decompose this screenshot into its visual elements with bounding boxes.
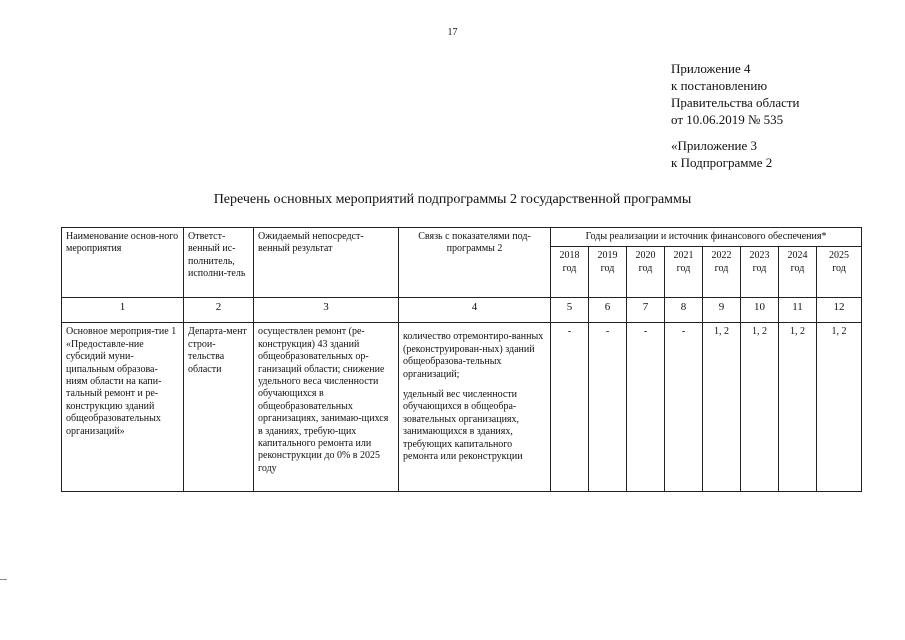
responsible-cell: Департа-мент строи-тельства области [184,323,254,492]
header-indicator-link: Связь с показателями под-программы 2 [399,228,551,298]
header-expected-result: Ожидаемый непосредст-венный результат [254,228,399,298]
year-label: 2018 [559,250,580,262]
column-number-cell: 9 [703,298,741,323]
year-header-cell [703,247,741,298]
source-cell: - [665,323,703,492]
source-cell: 1, 2 [703,323,741,492]
column-number-cell: 12 [817,298,862,323]
indicators-cell [399,323,551,492]
year-header-cell [779,247,817,298]
year-label: 2021 [673,250,694,262]
source-cell: - [627,323,665,492]
table-row [62,323,862,492]
appendix-line: Приложение 4 [671,61,751,76]
column-number-cell: 10 [741,298,779,323]
year-label: 2025 [829,250,850,262]
year-header-cell [589,247,627,298]
year-unit-label: год [832,262,846,274]
page-number: 17 [447,27,458,38]
year-unit-label: год [790,262,805,274]
year-header-cell [627,247,665,298]
year-unit-label: год [638,262,653,274]
year-unit-label: год [562,262,577,274]
year-label: 2023 [749,250,770,262]
year-header-cell [551,247,589,298]
sub-appendix-line: к Подпрограмме 2 [671,155,773,170]
appendix-spacer [671,128,800,137]
column-number-cell: 6 [589,298,627,323]
year-header-cell [741,247,779,298]
year-label: 2022 [711,250,732,262]
source-cell: - [589,323,627,492]
year-header-cell [817,247,862,298]
year-header-cell [665,247,703,298]
expected-result-cell: осуществлен ремонт (ре-конструкция) 43 зданий общеобразовательных ор-ганизаций области; снижение удельного веса численности обучающихся в общеобразовательных организациях, занимаю-щихся в зданиях, требую-щих капитального ремонта или реконструкции до 0% в 2025 году [254,323,399,492]
column-number-cell: 7 [627,298,665,323]
year-label: 2024 [787,250,808,262]
year-label: 2019 [597,250,618,262]
indicator-text: удельный вес численности обучающихся в общеобра-зовательных организациях, занимающихся в зданиях, требующих капитального ремонта или реконструкции [403,389,523,463]
appendix-line: от 10.06.2019 № 535 [671,112,784,127]
year-unit-label: год [600,262,615,274]
source-cell: 1, 2 [741,323,779,492]
header-name: Наименование основ-ного мероприятия [62,228,184,298]
header-responsible: Ответст-венный ис-полнитель, исполни-тель [184,228,254,298]
document-title: Перечень основных мероприятий подпрограммы 2 государственной программы [213,192,692,207]
measures-table [61,227,862,492]
measure-name-cell: Основное мероприя-тие 1 «Предоставле-ние субсидий муни-ципальным образова-ниям области на капи-тальный ремонт и ре-конструкцию зданий общеобразовательных организаций» [62,323,184,492]
source-cell: - [551,323,589,492]
year-unit-label: год [714,262,729,274]
source-cell: 1, 2 [817,323,862,492]
header-years-group: Годы реализации и источник финансового обеспечения* [551,228,862,247]
indicator-text: количество отремонтиро-ванных (реконструирован-ных) зданий общеобразова-тельных организаций; [403,331,544,380]
header-row [62,228,862,247]
appendix-block [671,60,800,171]
appendix-line: к постановлению [671,78,768,93]
year-label: 2020 [635,250,656,262]
column-number-cell: 3 [254,298,399,323]
column-number-cell: 1 [62,298,184,323]
year-unit-label: год [752,262,767,274]
column-number-row [62,298,862,323]
margin-mark [0,579,7,580]
column-number-cell: 11 [779,298,817,323]
source-cell: 1, 2 [779,323,817,492]
appendix-line: Правительства области [671,95,800,110]
sub-appendix-line: «Приложение 3 [671,138,758,153]
column-number-cell: 4 [399,298,551,323]
year-unit-label: год [676,262,691,274]
column-number-cell: 5 [551,298,589,323]
column-number-cell: 2 [184,298,254,323]
column-number-cell: 8 [665,298,703,323]
